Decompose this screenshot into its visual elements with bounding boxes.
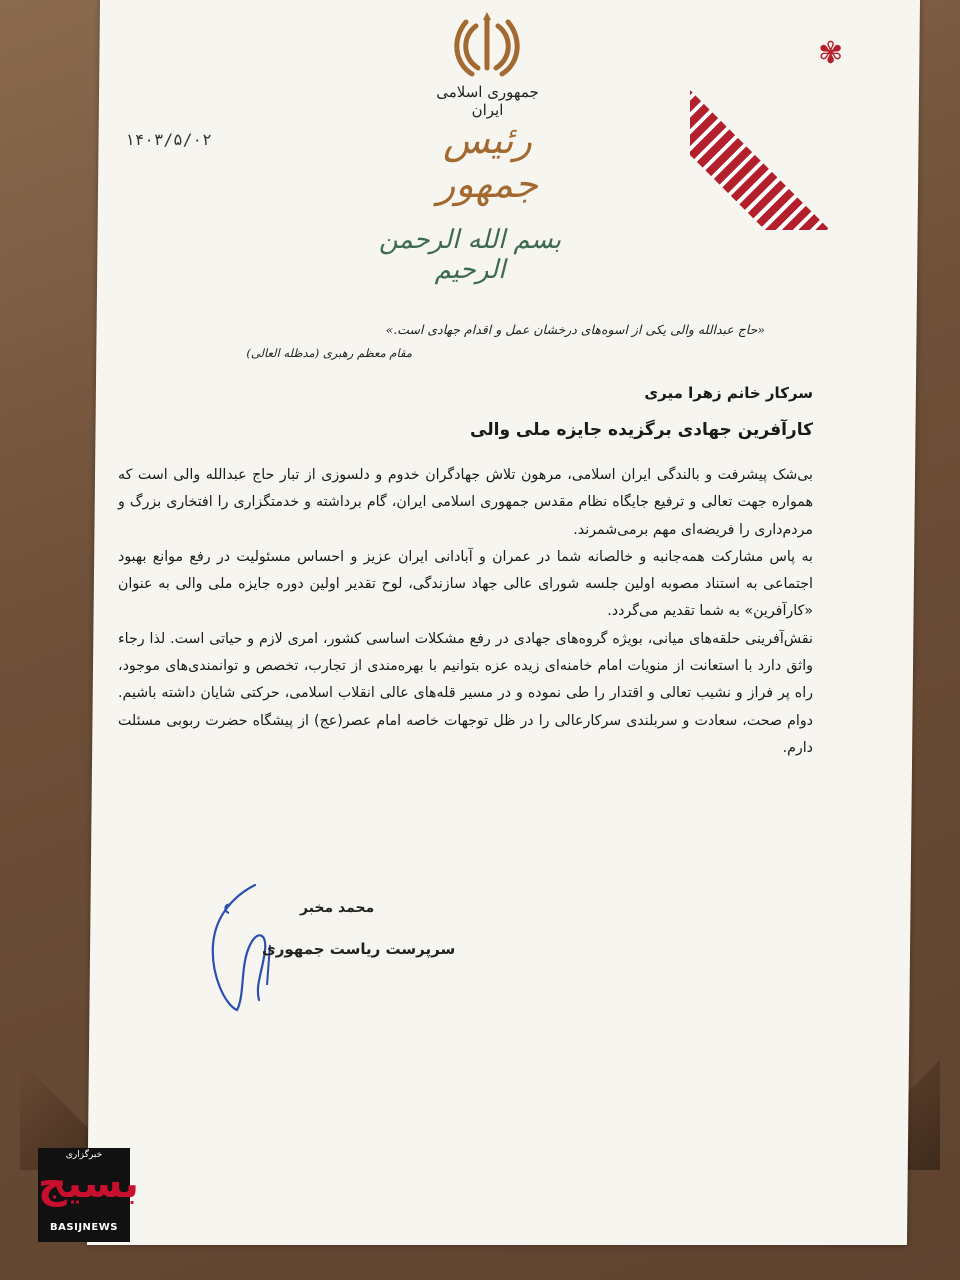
letter-body [118,462,813,762]
paragraph-1: بی‌شک پیشرفت و بالندگی ایران اسلامی، مرهون تلاش جهادگران خدوم و دلسوزی از تبار حاج عبدالله والی است که همواره جهت تعالی و ترفیع جایگاه نظام مقدس جمهوری اسلامی ایران، گام برداشته و خدمتگزاری را افتخاری بزرگ و مردم‌داری را فریضه‌ای مهم برمی‌شمرند. [118,467,813,538]
basmala: بسم الله الرحمن الرحیم [378,225,562,285]
recipient-name: سرکار خانم زهرا میری [644,384,813,402]
paragraph-2: به پاس مشارکت همه‌جانبه و خالصانه شما در عمران و آبادانی ایران عزیز و احساس مسئولیت در رفع موانع بهبود اجتماعی به استناد مصوبه اولین جلسه شورای عالی جهاد سازندگی، لوح تقدیر اولین دوره جایزه ملی والی به عنوان «کارآفرین» به شما تقدیم می‌گردد. [118,548,813,620]
signatory-name: محمد مخبر [300,900,375,916]
signatory-title: سرپرست ریاست جمهوری [262,940,456,958]
letter-date: ۱۴۰۳/۵/۰۲ [125,130,212,149]
basij-news-logo [38,1148,139,1242]
logo-agency-text: خبرگزاری [65,1150,103,1160]
paragraph-3: نقش‌آفرینی حلقه‌های میانی، بویژه گروه‌های جهادی در رفع مشکلات اساسی کشور، امری لازم و حیاتی است. لذا رجاء واثق دارد با استعانت از منویات امام خامنه‌ای زیده عزه بتوانیم با بهره‌مندی از تجارب، تخصص و توانمندی‌های موجود، راه پر فراز و نشیب تعالی و اقتدار را طی نموده و در مسیر قله‌های عالی انقلاب اسلامی، حرکتی شایان داشته باشیم. دوام صحت، سعادت و سربلندی سرکارعالی را در ظل توجهات خاصه امام عصر(عج) از پیشگاه حضرت ربوبی مسئلت دارم. [118,630,813,756]
ribbon-band [690,70,910,230]
logo-brand: BASIJNEWS [50,1222,118,1233]
flag-ribbon [690,0,930,230]
ribbon-emblem-icon: ✾ [818,36,844,71]
government-name: جمهوری اسلامی ایران [436,83,539,119]
iran-emblem-icon [452,8,522,83]
quote-source: مقام معظم رهبری (مدظله العالی) [246,346,412,360]
leader-quote: «حاج عبدالله والی یکی از اسوه‌های درخشان عمل و اقدام جهادی است.» [385,322,765,337]
award-title: کارآفرین جهادی برگزیده جایزه ملی والی [470,420,813,440]
office-title: رئیس جمهور [437,118,538,206]
logo-mark: بسیج [38,1161,139,1207]
